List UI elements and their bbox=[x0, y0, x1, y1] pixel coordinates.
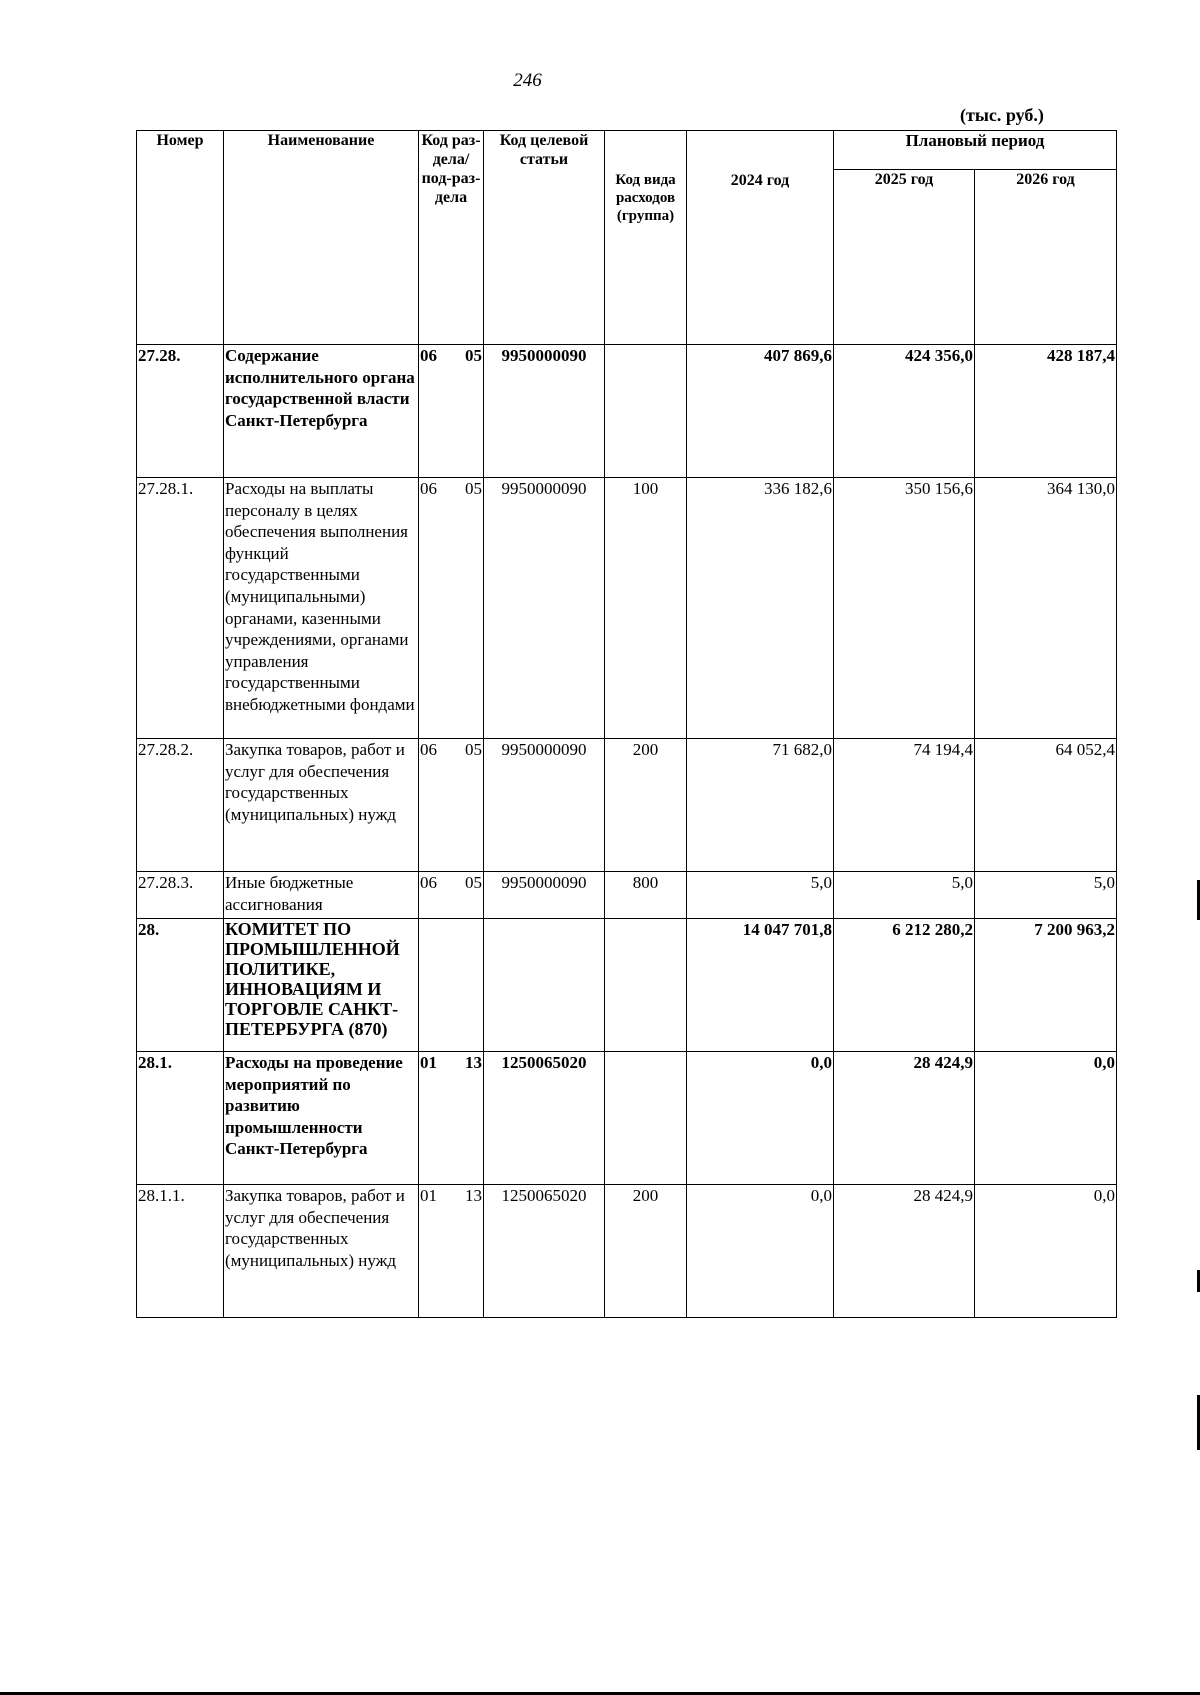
table-row bbox=[137, 1052, 1117, 1185]
row-amount-2026: 5,0 bbox=[975, 872, 1117, 919]
section-code: 06 bbox=[420, 740, 437, 759]
budget-table bbox=[136, 130, 1117, 1318]
row-section-code bbox=[419, 739, 484, 872]
row-target-code: 9950000090 bbox=[484, 739, 605, 872]
row-amount-2026: 364 130,0 bbox=[975, 478, 1117, 739]
units-label: (тыс. руб.) bbox=[960, 105, 1044, 125]
row-number: 27.28.1. bbox=[137, 478, 224, 739]
row-amount-2026: 64 052,4 bbox=[975, 739, 1117, 872]
row-expense-type bbox=[605, 1052, 687, 1185]
header-planned-period: Плановый период bbox=[834, 131, 1117, 170]
row-section-code bbox=[419, 478, 484, 739]
row-name: Расходы на выплаты персоналу в целях обеспечения выполнения функций государственными (муниципальными) органами, казенными учреждениями, органами управления государственными внебюджетными фондами bbox=[224, 478, 419, 739]
row-expense-type bbox=[605, 345, 687, 478]
row-amount-2025: 424 356,0 bbox=[834, 345, 975, 478]
row-amount-2025: 350 156,6 bbox=[834, 478, 975, 739]
row-amount-2025: 28 424,9 bbox=[834, 1052, 975, 1185]
row-section-code bbox=[419, 345, 484, 478]
table-row bbox=[137, 478, 1117, 739]
table-row bbox=[137, 1185, 1117, 1318]
row-amount-2024: 71 682,0 bbox=[687, 739, 834, 872]
row-name: Закупка товаров, работ и услуг для обеспечения государственных (муниципальных) нужд bbox=[224, 739, 419, 872]
row-name: Содержание исполнительного органа государственной власти Санкт-Петербурга bbox=[224, 345, 419, 478]
subsection-code: 05 bbox=[465, 346, 482, 365]
subsection-code: 13 bbox=[465, 1053, 482, 1072]
row-amount-2024: 5,0 bbox=[687, 872, 834, 919]
row-section-code bbox=[419, 1052, 484, 1185]
row-amount-2024: 336 182,6 bbox=[687, 478, 834, 739]
row-amount-2024: 0,0 bbox=[687, 1185, 834, 1318]
row-expense-type: 100 bbox=[605, 478, 687, 739]
section-code: 06 bbox=[420, 873, 437, 892]
section-code: 06 bbox=[420, 479, 437, 498]
table-row bbox=[137, 872, 1117, 919]
row-number: 28. bbox=[137, 919, 224, 1052]
row-amount-2026: 7 200 963,2 bbox=[975, 919, 1117, 1052]
header-name: Наименование bbox=[224, 131, 419, 345]
row-name: Закупка товаров, работ и услуг для обеспечения государственных (муниципальных) нужд bbox=[224, 1185, 419, 1318]
row-expense-type: 800 bbox=[605, 872, 687, 919]
row-section-code bbox=[419, 1185, 484, 1318]
row-number: 27.28.2. bbox=[137, 739, 224, 872]
subsection-code: 05 bbox=[465, 479, 482, 498]
row-expense-type: 200 bbox=[605, 739, 687, 872]
row-amount-2025: 5,0 bbox=[834, 872, 975, 919]
section-code: 01 bbox=[420, 1053, 437, 1072]
row-number: 28.1. bbox=[137, 1052, 224, 1185]
table-row bbox=[137, 919, 1117, 1052]
row-expense-type: 200 bbox=[605, 1185, 687, 1318]
row-name: Иные бюджетные ассигнования bbox=[224, 872, 419, 919]
row-expense-type bbox=[605, 919, 687, 1052]
subsection-code: 05 bbox=[465, 740, 482, 759]
row-amount-2024: 0,0 bbox=[687, 1052, 834, 1185]
row-amount-2024: 14 047 701,8 bbox=[687, 919, 834, 1052]
row-amount-2024: 407 869,6 bbox=[687, 345, 834, 478]
header-expense-type: Код вида расходов (группа) bbox=[605, 131, 687, 345]
row-target-code: 1250065020 bbox=[484, 1185, 605, 1318]
row-amount-2026: 0,0 bbox=[975, 1052, 1117, 1185]
row-number: 27.28.3. bbox=[137, 872, 224, 919]
subsection-code: 13 bbox=[465, 1186, 482, 1205]
row-amount-2025: 6 212 280,2 bbox=[834, 919, 975, 1052]
header-2026: 2026 год bbox=[975, 170, 1117, 345]
row-amount-2026: 428 187,4 bbox=[975, 345, 1117, 478]
row-target-code: 9950000090 bbox=[484, 345, 605, 478]
row-section-code bbox=[419, 919, 484, 1052]
header-section-code: Код раз-дела/ под-раз-дела bbox=[419, 131, 484, 345]
table-body bbox=[137, 345, 1117, 1318]
row-target-code bbox=[484, 919, 605, 1052]
subsection-code: 05 bbox=[465, 873, 482, 892]
header-number: Номер bbox=[137, 131, 224, 345]
row-name: Расходы на проведение мероприятий по развитию промышленности Санкт-Петербурга bbox=[224, 1052, 419, 1185]
row-target-code: 1250065020 bbox=[484, 1052, 605, 1185]
row-amount-2025: 28 424,9 bbox=[834, 1185, 975, 1318]
row-target-code: 9950000090 bbox=[484, 478, 605, 739]
row-number: 28.1.1. bbox=[137, 1185, 224, 1318]
row-section-code bbox=[419, 872, 484, 919]
header-2024: 2024 год bbox=[687, 131, 834, 345]
table-row bbox=[137, 345, 1117, 478]
row-number: 27.28. bbox=[137, 345, 224, 478]
table-row bbox=[137, 739, 1117, 872]
row-target-code: 9950000090 bbox=[484, 872, 605, 919]
header-target-code: Код целевой статьи bbox=[484, 131, 605, 345]
section-code: 06 bbox=[420, 346, 437, 365]
header-2025: 2025 год bbox=[834, 170, 975, 345]
row-amount-2025: 74 194,4 bbox=[834, 739, 975, 872]
row-amount-2026: 0,0 bbox=[975, 1185, 1117, 1318]
page-number: 246 bbox=[513, 70, 542, 91]
row-name: КОМИТЕТ ПО ПРОМЫШЛЕННОЙ ПОЛИТИКЕ, ИННОВАЦИЯМ И ТОРГОВЛЕ САНКТ-ПЕТЕРБУРГА (870) bbox=[224, 919, 419, 1052]
section-code: 01 bbox=[420, 1186, 437, 1205]
